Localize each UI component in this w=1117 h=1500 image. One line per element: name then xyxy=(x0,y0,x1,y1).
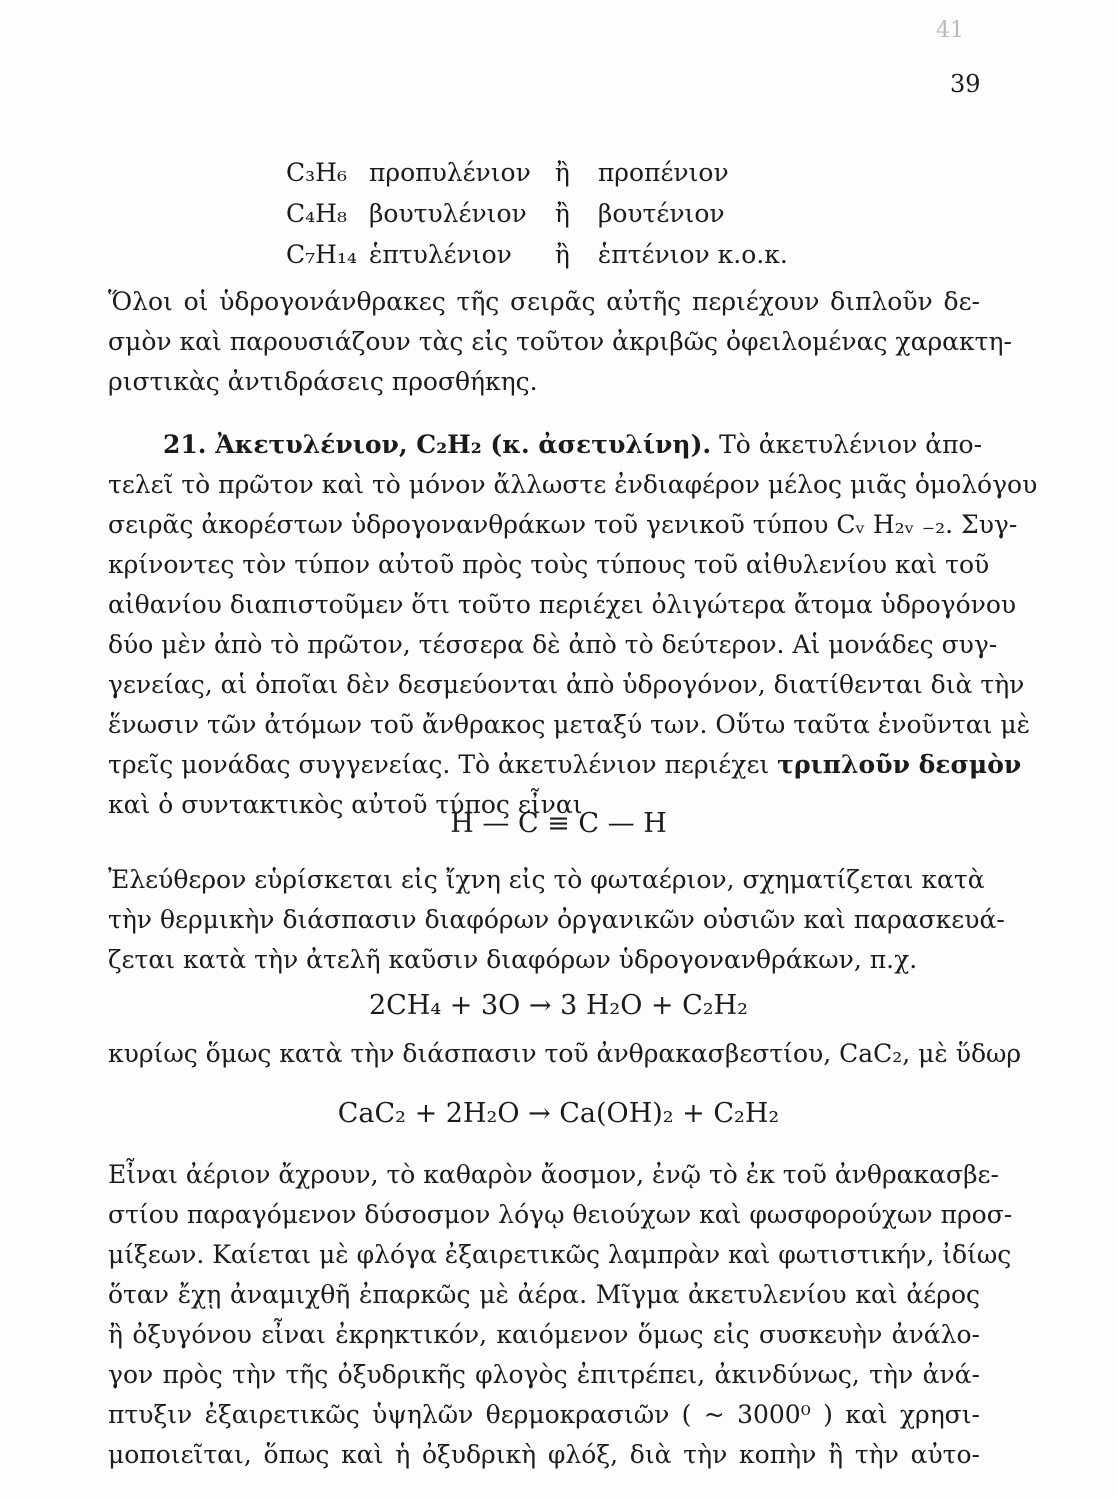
text-line: ἢ ὀξυγόνου εἶναι ἐκρηκτικόν, καιόμενον ὅμως εἰς συσκευὴν ἀνάλο- xyxy=(108,1320,980,1349)
text-line: δύο μὲν ἀπὸ τὸ πρῶτον, τέσσερα δὲ ἀπὸ τὸ δεύτερον. Αἱ μονάδες συγ- xyxy=(108,630,998,659)
text-line: μοποιεῖται, ὅπως καὶ ἡ ὀξυδρικὴ φλόξ, διὰ τὴν κοπὴν ἢ τὴν αὐτο- xyxy=(108,1440,980,1469)
text-line: ὅταν ἔχῃ ἀναμιχθῆ ἐπαρκῶς μὲ ἀέρα. Μῖγμα ἀκετυλενίου καὶ ἀέρος xyxy=(108,1280,980,1309)
text-line: ριστικὰς ἀντιδράσεις προσθήκης. xyxy=(108,367,538,396)
text-line: γενείας, αἱ ὁποῖαι δὲν δεσμεύονται ἀπὸ ὑδρογόνον, διατίθενται διὰ τὴν xyxy=(108,670,1025,699)
or-word: ἢ xyxy=(554,158,570,187)
common-name: βουτυλένιον xyxy=(368,199,527,228)
text-line: πτυξιν ἐξαιρετικῶς ὑψηλῶν θερμοκρασιῶν ( ~ 3000⁰ ) καὶ χρησι- xyxy=(108,1400,980,1429)
page-number: 39 xyxy=(950,70,981,98)
section-heading-line xyxy=(108,425,983,465)
text-line: Εἶναι ἀέριον ἄχρουν, τὸ καθαρὸν ἄοσμον, ἐνῷ τὸ ἐκ τοῦ ἀνθρακασβε- xyxy=(108,1160,999,1189)
paragraph-occurrence xyxy=(108,860,1005,980)
text-line: σμὸν καὶ παρουσιάζουν τὰς εἰς τοῦτον ἀκριβῶς ὀφειλομένας χαρακτη- xyxy=(108,327,1012,356)
text-line: κρίνοντες τὸν τύπον αὐτοῦ πρὸς τοὺς τύπους τοῦ αἰθυλενίου καὶ τοῦ xyxy=(108,550,990,579)
text-line: Ὅλοι οἱ ὑδρογονάνθρακες τῆς σειρᾶς αὐτῆς περιέχουν διπλοῦν δε- xyxy=(108,287,980,316)
text-line: τελεῖ τὸ πρῶτον καὶ τὸ μόνον ἄλλωστε ἐνδιαφέρον μέλος μιᾶς ὁμολόγου xyxy=(108,470,1038,499)
formula-row xyxy=(286,152,788,193)
text-line: σειρᾶς ἀκορέστων ὑδρογονανθράκων τοῦ γενικοῦ τύπου Cᵥ H₂ᵥ ₋₂. Συγ- xyxy=(108,510,1018,539)
systematic-name: ἑπτένιον κ.ο.κ. xyxy=(597,240,788,269)
alkene-formula-list xyxy=(286,152,788,275)
common-name: ἑπτυλένιον xyxy=(368,240,512,269)
formula-row xyxy=(286,193,788,234)
equation-carbide-water: CaC₂ + 2H₂O → Ca(OH)₂ + C₂H₂ xyxy=(337,1098,780,1129)
section-heading: 21. Ἀκετυλένιον, C₂H₂ (κ. ἀσετυλίνη). xyxy=(163,430,712,459)
section-acetylene xyxy=(108,425,1038,825)
formula: C₃H₆ xyxy=(286,158,347,187)
text-line: Ἐλεύθερον εὑρίσκεται εἰς ἴχνη εἰς τὸ φωταέριον, σχηματίζεται κατὰ xyxy=(108,865,985,894)
common-name: προπυλένιον xyxy=(368,158,531,187)
formula-row xyxy=(286,234,788,275)
text-line: καὶ ὁ συντακτικὸς αὐτοῦ τύπος εἶναι xyxy=(108,790,583,819)
text-line: ζεται κατὰ τὴν ἀτελῆ καῦσιν διαφόρων ὑδρογονανθράκων, π.χ. xyxy=(108,945,918,974)
text-line: στίου παραγόμενον δύσοσμον λόγῳ θειούχων καὶ φωσφορούχων προσ- xyxy=(108,1200,1013,1229)
text-line: τὴν θερμικὴν διάσπασιν διαφόρων ὀργανικῶν οὐσιῶν καὶ παρασκευά- xyxy=(108,905,1005,934)
equation-incomplete-combustion: 2CH₄ + 3O → 3 H₂O + C₂H₂ xyxy=(368,990,748,1021)
paragraph-properties xyxy=(108,1155,1013,1475)
paragraph-addition-reactions xyxy=(108,282,1012,402)
text-line: ἕνωσιν τῶν ἀτόμων τοῦ ἄνθρακος μεταξύ των. Οὕτω ταῦτα ἑνοῦνται μὲ xyxy=(108,710,1031,739)
formula: C₇H₁₄ xyxy=(286,240,357,269)
text-fragment: Τὸ ἀκετυλένιον ἀπο- xyxy=(719,430,983,459)
text-line: γον πρὸς τὴν τῆς ὀξυδρικῆς φλογὸς ἐπιτρέπει, ἀκινδύνως, τὴν ἀνά- xyxy=(108,1360,980,1389)
faint-page-number: 41 xyxy=(936,18,964,43)
text-line: αἰθανίου διαπιστοῦμεν ὅτι τοῦτο περιέχει ὀλιγώτερα ἄτομα ὑδρογόνου xyxy=(108,590,1017,619)
paragraph-carbide xyxy=(108,1034,1022,1074)
structural-formula: H — C ≡ C — H xyxy=(450,808,667,839)
formula: C₄H₈ xyxy=(286,199,347,228)
text-line-triple-bond xyxy=(108,745,1022,785)
emphasis-triple-bond: τριπλοῦν δεσμὸν xyxy=(777,750,1022,779)
or-word: ἢ xyxy=(554,240,570,269)
or-word: ἢ xyxy=(554,199,570,228)
text-line: κυρίως ὅμως κατὰ τὴν διάσπασιν τοῦ ἀνθρακασβεστίου, CaC₂, μὲ ὕδωρ xyxy=(108,1039,1022,1068)
text-fragment: τρεῖς μονάδας συγγενείας. Τὸ ἀκετυλένιον περιέχει xyxy=(108,750,770,779)
systematic-name: προπένιον xyxy=(597,158,729,187)
text-line: μίξεων. Καίεται μὲ φλόγα ἐξαιρετικῶς λαμπρὰν καὶ φωτιστικήν, ἰδίως xyxy=(108,1240,1012,1269)
systematic-name: βουτένιον xyxy=(597,199,725,228)
